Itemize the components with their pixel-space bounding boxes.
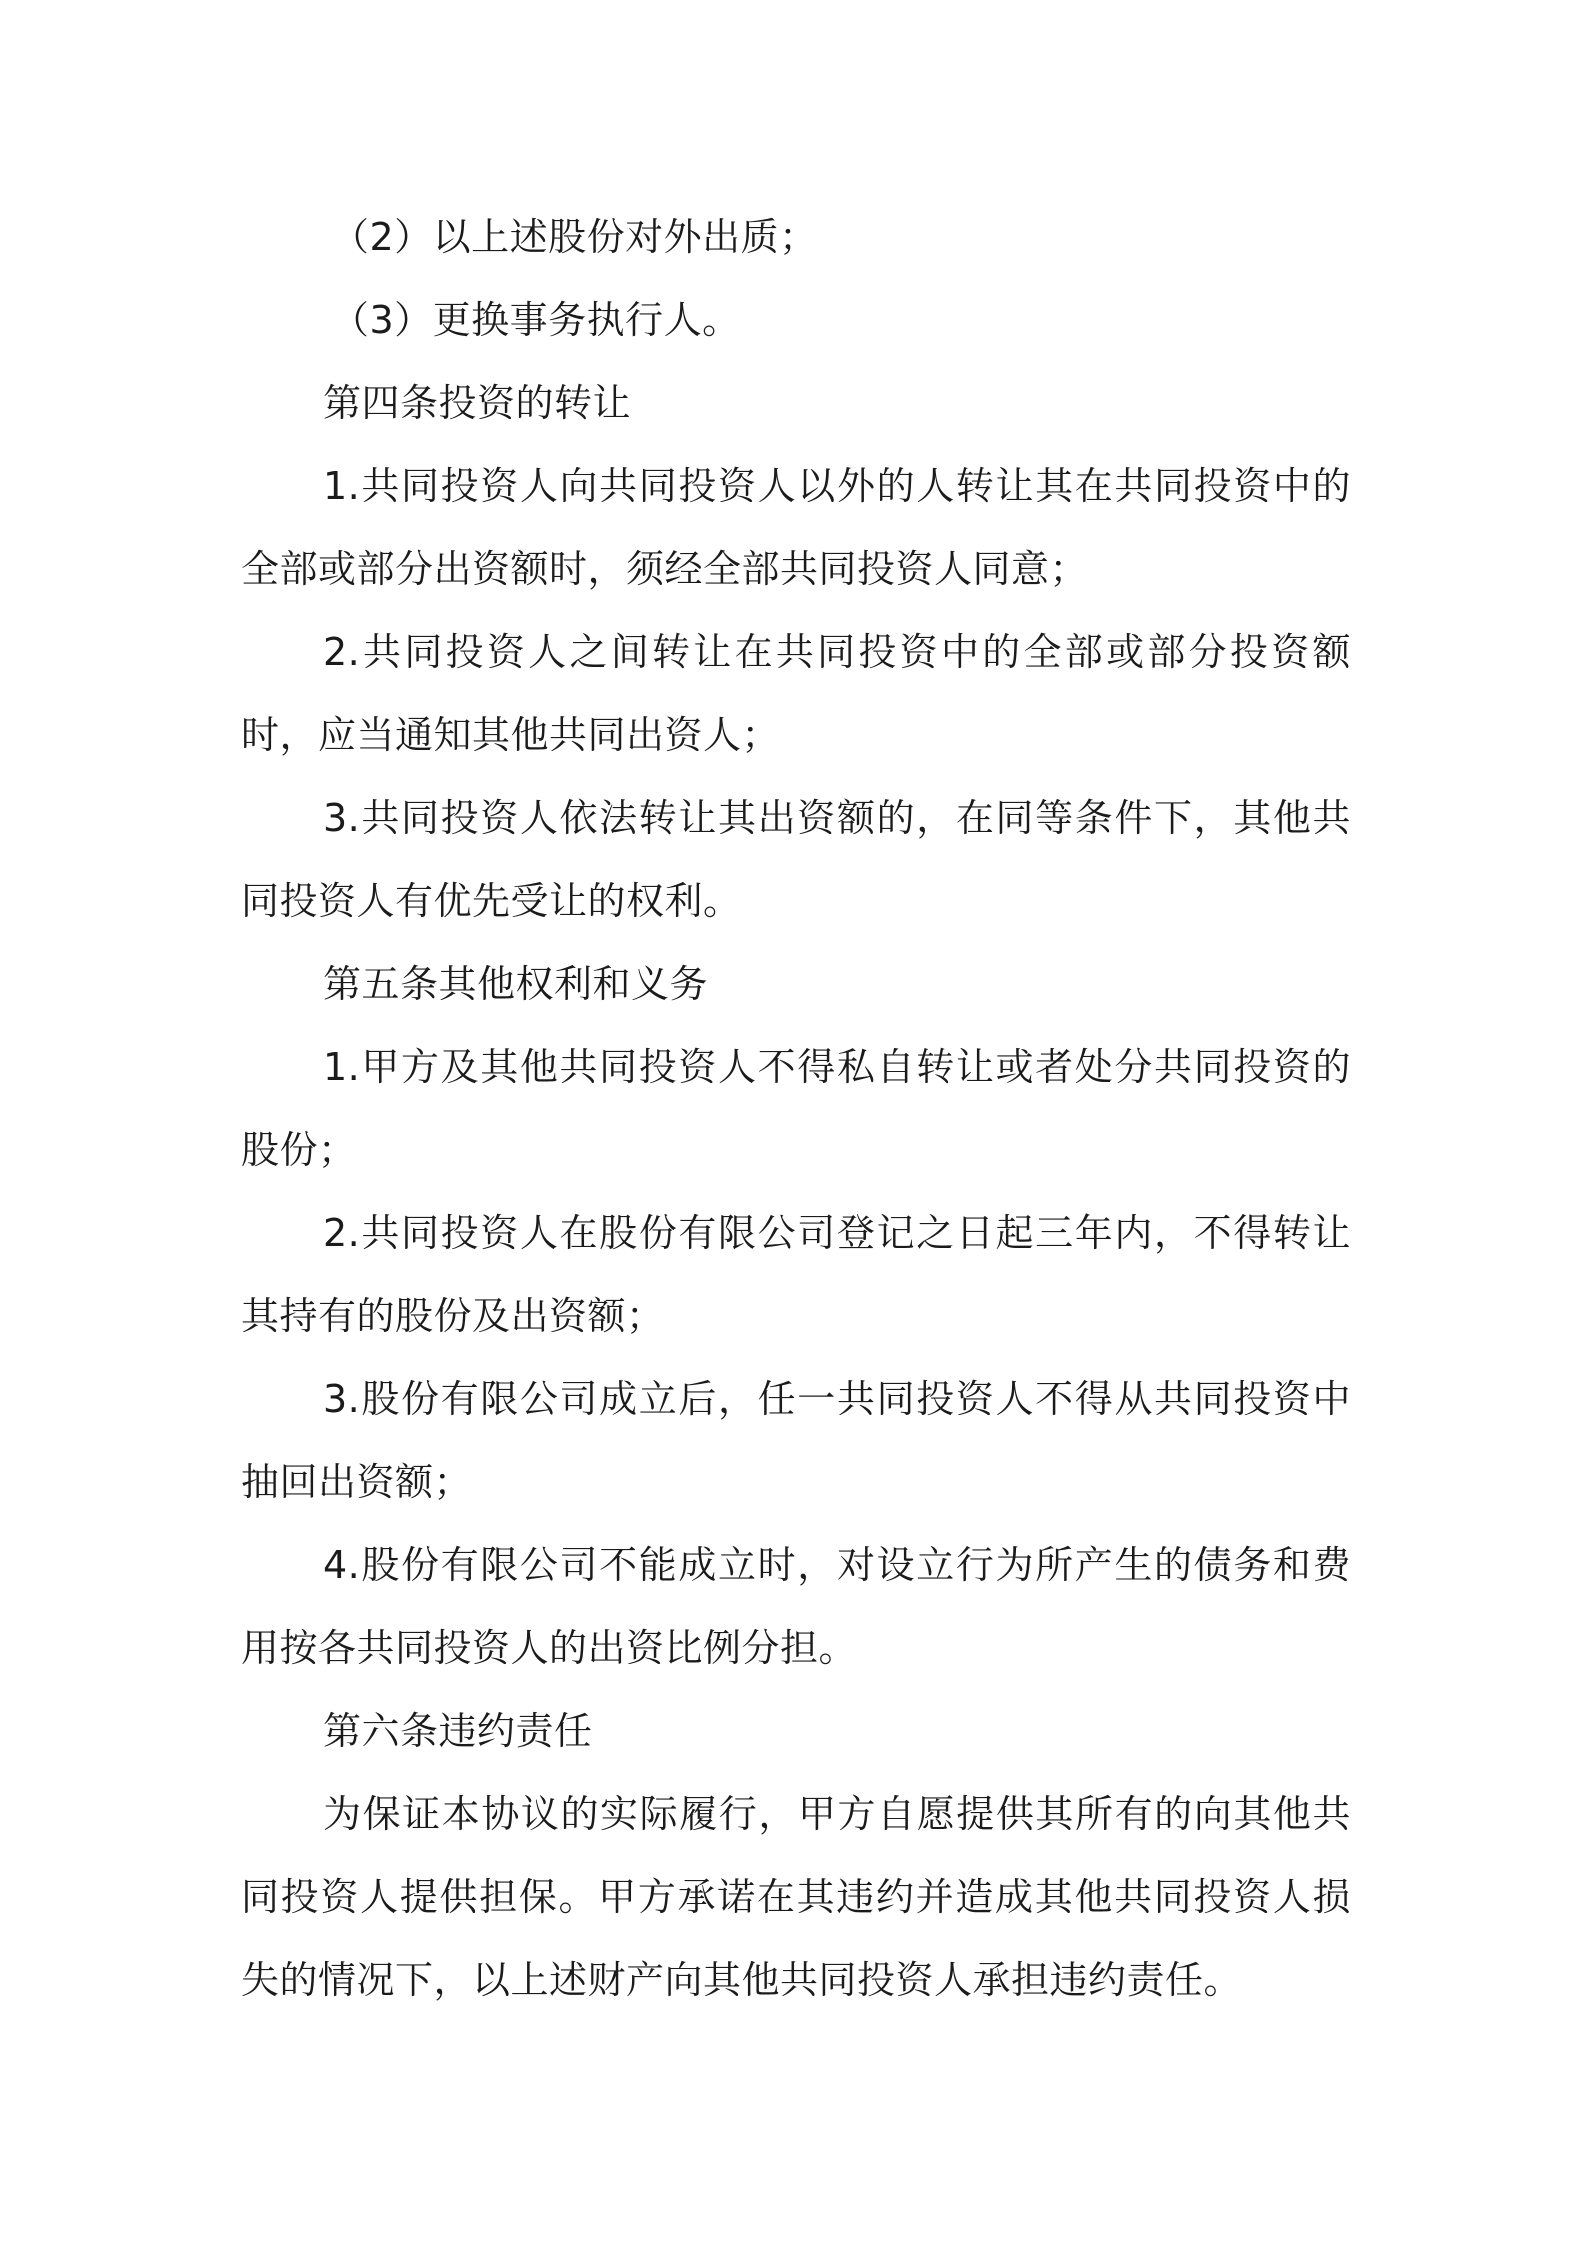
article-5-item-3: 3.股份有限公司成立后，任一共同投资人不得从共同投资中抽回出资额；: [241, 1377, 1351, 1504]
article-5-item-2: 2.共同投资人在股份有限公司登记之日起三年内，不得转让其持有的股份及出资额；: [241, 1211, 1351, 1338]
article-4-heading: 第四条投资的转让: [323, 381, 632, 425]
article-4-item-3: 3.共同投资人依法转让其出资额的，在同等条件下，其他共同投资人有优先受让的权利。: [241, 796, 1351, 923]
article-6-body: 为保证本协议的实际履行，甲方自愿提供其所有的向其他共同投资人提供担保。甲方承诺在其违约并造成其他共同投资人损失的情况下，以上述财产向其他共同投资人承担违约责任。: [241, 1792, 1351, 2002]
article-5-item-1: 1.甲方及其他共同投资人不得私自转让或者处分共同投资的股份；: [241, 1045, 1351, 1172]
article-5-heading: 第五条其他权利和义务: [323, 962, 709, 1006]
article-6-heading: 第六条违约责任: [323, 1709, 593, 1753]
article-4-item-2: 2.共同投资人之间转让在共同投资中的全部或部分投资额时，应当通知其他共同出资人；: [241, 630, 1351, 757]
article-4-item-1: 1.共同投资人向共同投资人以外的人转让其在共同投资中的全部或部分出资额时，须经全部共同投资人同意；: [241, 464, 1351, 591]
clause-item-pledge: （2）以上述股份对外出质；: [331, 215, 818, 259]
document-body: [241, 196, 1351, 2022]
clause-item-executor: （3）更换事务执行人。: [331, 298, 741, 342]
article-5-item-4: 4.股份有限公司不能成立时，对设立行为所产生的债务和费用按各共同投资人的出资比例分担。: [241, 1543, 1351, 1670]
